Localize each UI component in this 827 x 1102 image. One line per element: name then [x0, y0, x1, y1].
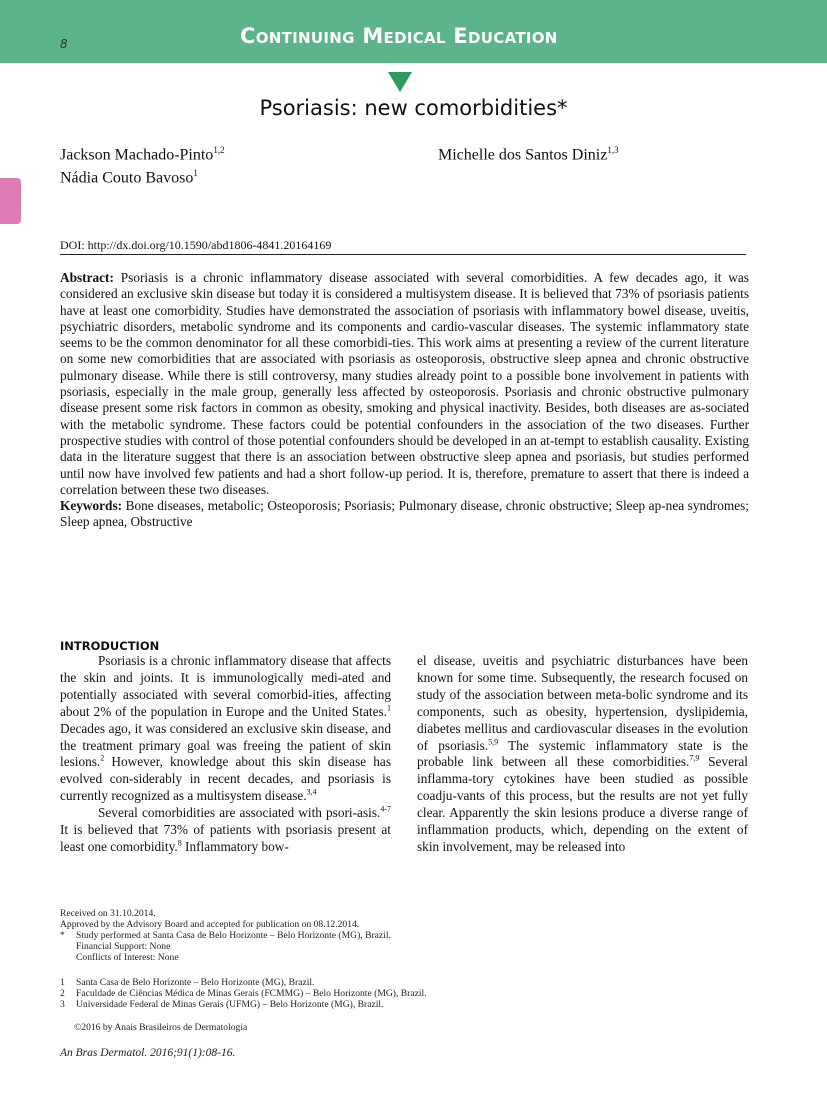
author-affiliation: 1,2	[213, 145, 225, 155]
footnotes	[60, 908, 760, 1033]
footnote-affiliation-1: 1 Santa Casa de Belo Horizonte – Belo Horizonte (MG), Brazil.	[60, 977, 315, 988]
author-name: Nádia Couto Bavoso	[60, 169, 194, 187]
abstract-text: Psoriasis is a chronic inflammatory disease associated with several comorbidities. A few decades ago, it was considered an exclusive skin disease but today it is considered a multisystem disease. It is believed that 73% of psoriasis patients have at least one comorbidity. Studies have demonstrated the association of psoriasis with inflammatory bowel disease, uveitis, psychiatric disorders, metabolic syndrome and its components and cardio-vascular diseases. The systemic inflammatory state seems to be the common denominator for all these comorbidi-ties. This work aims at presenting a review of the current literature on some new comorbidities that are associated with psoriasis as osteoporosis, obstructive sleep apnea and chronic obstructive pulmonary disease. While there is still controversy, many studies already point to a possible bone involvement in patients with psoriasis, especially in the male group, generally less affected by osteoporosis. Psoriasis and chronic obstructive pulmonary disease present some risk factors in common as obesity, smoking and physical inactivity. Besides, both diseases are as-sociated with the metabolic syndrome. These factors could be potential confounders in the association of the two diseases. Further prospective studies with control of those potential confounders should be developed in an at-tempt to establish causality. Existing data in the literature suggest that there is an association between obstructive sleep apnea and psoriasis, but studies performed until now have involved few patients and had a short follow-up period. It is, therefore, premature to assert that there is indeed a correlation between these two diseases.	[60, 270, 749, 497]
citation: 2	[100, 754, 105, 764]
citation: 4-7	[380, 804, 391, 814]
citation: 1	[387, 703, 391, 713]
doi-link[interactable]: DOI: http://dx.doi.org/10.1590/abd1806-4841.20164169	[60, 238, 332, 252]
author-3	[60, 168, 198, 187]
body-column-left	[60, 653, 391, 856]
footnote-approved: Approved by the Advisory Board and accepted for publication on 08.12.2014.	[60, 919, 360, 930]
citation: 5,9	[488, 737, 499, 747]
journal-citation: An Bras Dermatol. 2016;91(1):08-16.	[60, 1047, 236, 1059]
author-affiliation: 1,3	[607, 145, 619, 155]
keywords-label: Keywords:	[60, 498, 123, 514]
citation: 7,9	[689, 754, 700, 764]
body-column-right	[417, 653, 748, 856]
divider	[60, 254, 746, 255]
footnote-affiliation-2: 2 Faculdade de Ciências Médica de Minas Gerais (FCMMG) – Belo Horizonte (MG), Brazil.	[60, 988, 427, 999]
author-1	[60, 145, 225, 164]
copyright: ©2016 by Anais Brasileiros de Dermatologia	[74, 1022, 248, 1033]
citation: 8	[177, 838, 182, 848]
abstract-label: Abstract:	[60, 270, 114, 285]
footnote-study: * Study performed at Santa Casa de Belo Horizonte – Belo Horizonte (MG), Brazil.	[60, 930, 391, 941]
section-title: Continuing Medical Education	[240, 24, 558, 48]
paragraph: Several comorbidities are associated with psori-asis.$^{4-7}$ It is believed that 73% of patients with psoriasis present at least one comorbidity.$^8$ Inflammatory bow-	[60, 804, 391, 854]
triangle-down-icon	[388, 72, 412, 92]
footnote-funding: Financial Support: None	[76, 941, 171, 952]
paper-title: Psoriasis: new comorbidities*	[259, 96, 568, 120]
footnote-affiliation-3: 3 Universidade Federal de Minas Gerais (UFMG) – Belo Horizonte (MG), Brazil.	[60, 999, 384, 1010]
citation: 3,4	[306, 787, 317, 797]
author-name: Jackson Machado-Pinto	[60, 146, 214, 164]
paragraph: Psoriasis is a chronic inflammatory disease that affects the skin and joints. It is immunologically medi-ated and potentially associated with several comorbid-ities, affecting about 2% of the population in Europe and the United States.$^1$ Decades ago, it was considered an exclusive skin disease, and the treatment primary goal was freeing the patient of skin lesions.$^2$ However, knowledge about this skin disease has evolved con-siderably in recent decades, and psoriasis is currently recognized as a multisystem disease.$^{3,4}$	[60, 653, 391, 804]
page-number: 8	[60, 37, 68, 51]
abstract	[60, 270, 749, 531]
keywords-text: Bone diseases, metabolic; Osteoporosis; Psoriasis; Pulmonary disease, chronic obstructive; Sleep ap-nea syndromes; Sleep apnea, Obstructive	[60, 498, 749, 530]
footnote-received: Received on 31.10.2014.	[60, 908, 156, 919]
author-affiliation: 1	[193, 168, 198, 178]
footnote-conflicts: Conflicts of Interest: None	[76, 952, 179, 963]
author-2	[438, 145, 619, 164]
author-name: Michelle dos Santos Diniz	[438, 146, 608, 164]
paragraph: el disease, uveitis and psychiatric disturbances have been known for some time. Subsequently, the research focused on study of the association between meta-bolic syndrome and its components, such as obesity, hypertension, dyslipidemia, diabetes mellitus and cardiovascular diseases in the evolution of psoriasis.$^{5,9}$ The systemic inflammatory state is the probable link between all these comorbidities.$^{7,9}$ Several inflamma-tory cytokines have been studied as possible coadju-vants of this process, but the results are not yet fully clear. Apparently the skin lesions produce a diverse range of inflammation products, which, depending on the extent of skin involvement, may be released into	[417, 653, 749, 854]
side-tab	[0, 178, 21, 224]
introduction-heading: INTRODUCTION	[60, 639, 160, 653]
